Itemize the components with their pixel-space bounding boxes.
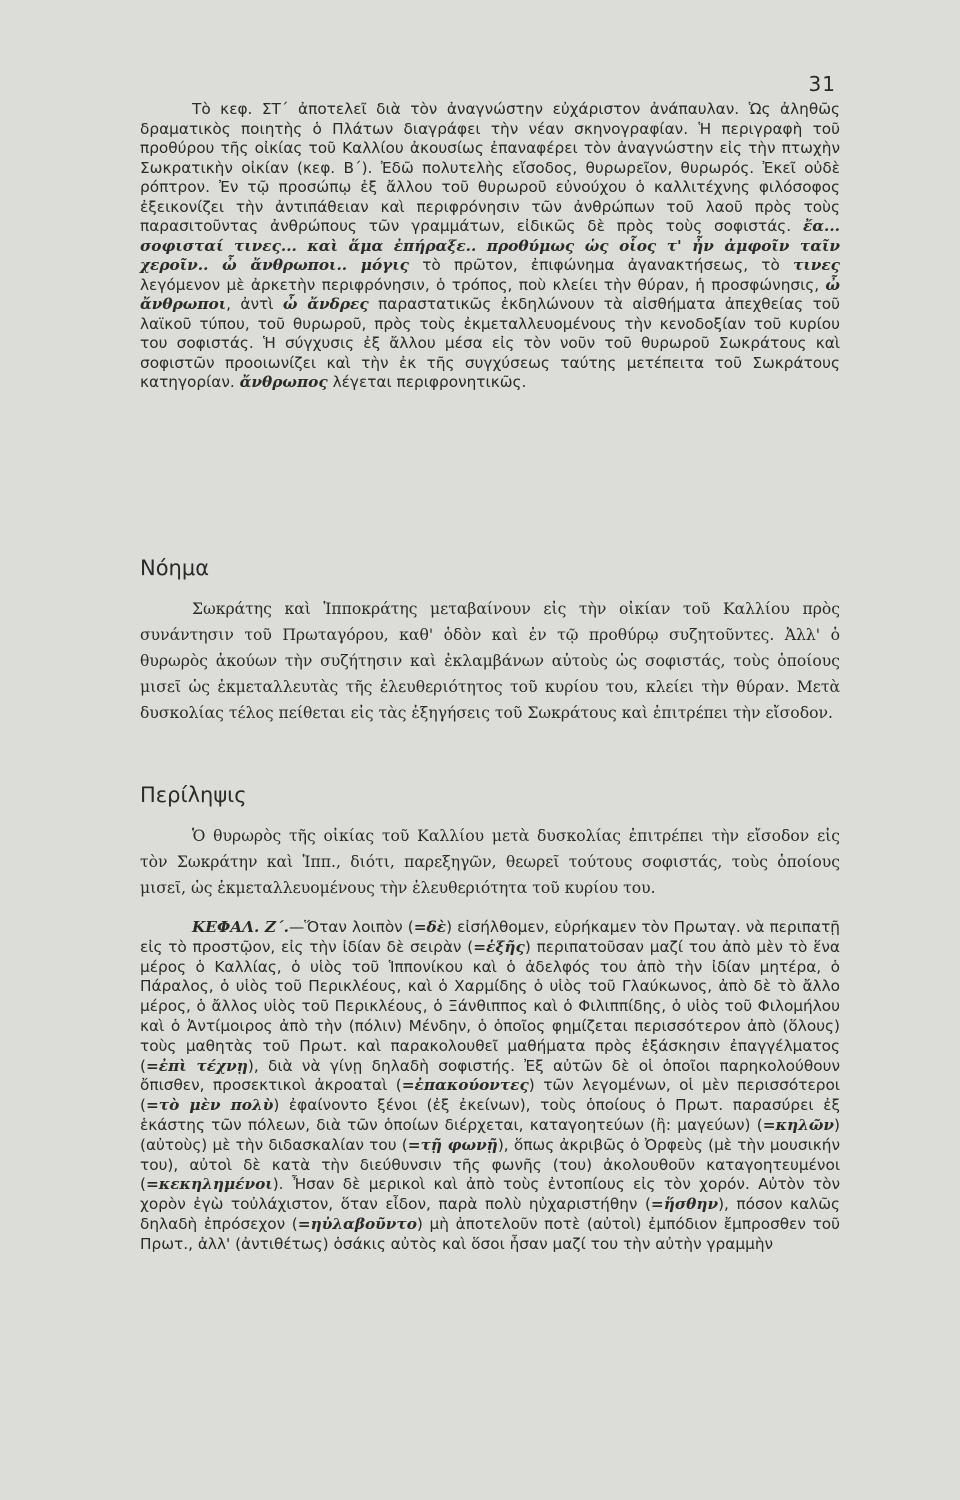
chapter-z-text (140, 918, 840, 1253)
greek-quote-run: =τῇ φωνῇ (407, 1135, 498, 1154)
greek-quote-run: ὦ ἄνδρες (282, 295, 369, 313)
text-run: —Ὅταν λοιπὸν ( (289, 918, 414, 936)
perilipsi-block (140, 823, 840, 901)
greek-quote-run: =δὲ (413, 918, 447, 936)
commentary-block (140, 100, 840, 393)
text-run: ) εἰσήλθομεν, εὑρήκαμεν τὸν Πρωταγ. νὰ περιπατῇ εἰς τὸ προστῷον, εἰς τὴν ἰδίαν δὲ σειρὰν ( (140, 918, 841, 956)
greek-quote-run: ἄνθρωπος (239, 373, 328, 391)
chapter-z-paragraph (140, 918, 840, 1255)
text-run: ) (αὐτοὺς) μὲ τὴν διδασκαλίαν του ( (140, 1115, 840, 1154)
text-run: ), ὅπως ἀκριβῶς ὁ Ὀρφεὺς (μὲ τὴν μουσικήν του), αὐτοὶ δὲ κατὰ τὴν διεύθυνσιν τῆς φωνῆς (του) ἀκολουθοῦν καταγοητευμένοι ( (140, 1135, 841, 1194)
text-run: ), διὰ νὰ γίνῃ δηλαδὴ σοφιστής. Ἐξ αὐτῶν δὲ οἱ ὁποῖοι παρηκολούθουν ὄπισθεν, προσεκτικοὶ ἀκροαταὶ ( (140, 1056, 840, 1095)
text-run: Τὸ κεφ. ΣΤ΄ ἀποτελεῖ διὰ τὸν ἀναγνώστην εὐχάριστον ἀνάπαυλαν. Ὡς ἀληθῶς δραματικὸς ποιητὴς ὁ Πλάτων διαγράφει τὴν νέαν σκηνογραφίαν. Ἡ περιγραφὴ τοῦ προθύρου τῆς οἰκίας τοῦ Καλλίου ἀκουσίως ἐπαναφέρει τὸν ἀναγνώστην εἰς τὴν πτωχὴν Σωκρατικὴν οἰκίαν (κεφ. Β΄). Ἐδῶ πολυτελὴς εἴσοδος, θυρωρεῖον, θυρωρός. Ἐκεῖ οὐδὲ ρόπτρον. Ἐν τῷ προσώπῳ ἐξ ἄλλου τοῦ θυρωροῦ εὐνούχου ὁ καλλιτέχνης φιλόσοφος ἐξεικονίζει τὴν ἀντιπάθειαν καὶ περιφρόνησιν τῶν ἀνθρώπων τοῦ λαοῦ πρὸς τοὺς παρασιτοῦντας ἀνθρώπους τῶν γραμμάτων, εἰδικῶς δὲ πρὸς τοὺς σοφιστάς. (140, 100, 840, 235)
section-heading-perilipsi: Περίληψις (140, 783, 247, 807)
chapter-z-block (140, 918, 840, 1255)
greek-quote-run: =κεκηλημένοι (145, 1175, 273, 1194)
text-run: ) ἐφαίνοντο ξένοι (ἐξ ἐκείνων), τοὺς ὁποίους ὁ Πρωτ. παρασύρει ἐξ ἑκάστης τῶν πόλεων, διὰ τῶν ὁποίων διέρχεται, καταγοητεύων (ἢ: μαγεύων) ( (140, 1096, 840, 1134)
greek-quote-run: τινες (793, 256, 840, 274)
greek-quote-run: =τὸ μὲν πολὺ (145, 1096, 274, 1115)
greek-quote-run: ἔα... σοφισταί τινες... καὶ ἅμα ἐπήραξε.. προθύμως ὡς οἷος τ' ἦν ἀμφοῖν ταῖν χεροῖν.. ὦ ἄνθρωποι.. μόγις (140, 217, 840, 274)
perilipsi-paragraph: Ὁ θυρωρὸς τῆς οἰκίας τοῦ Καλλίου μετὰ δυσκολίας ἐπιτρέπει τὴν εἴσοδον εἰς τὸν Σωκράτην καὶ Ἱππ., διότι, παρεξηγῶν, θεωρεῖ τούτους σοφιστάς, τοὺς ὁποίους μισεῖ, ὡς ἐκμεταλλευομένους τὴν ἐλευθεριότητα τοῦ κυρίου του. (140, 827, 840, 897)
greek-quote-run: =ἐπὶ τέχνῃ (145, 1056, 248, 1075)
text-run: τὸ πρῶτον, ἐπιφώνημα ἀγανακτήσεως, τὸ (408, 256, 794, 274)
text-run: ) μὴ ἀποτελοῦν ποτὲ (αὐτοὶ) ἐμπόδιον ἔμπροσθεν τοῦ Πρωτ., ἀλλ' (ἀντιθέτως) ὁσάκις αὐτὸς καὶ ὅσοι ἦσαν μαζί του τὴν αὐτὴν γραμμὴν (140, 1214, 841, 1253)
noima-block (140, 596, 840, 726)
text-run: λέγεται περιφρονητικῶς. (327, 373, 527, 391)
greek-quote-run: =ηὐλαβοῦντο (297, 1214, 417, 1233)
commentary-paragraph (140, 100, 840, 393)
text-run: ) τῶν λεγομένων, οἱ μὲν περισσότεροι ( (140, 1076, 840, 1115)
chapter-label: ΚΕΦΑΛ. Ζ΄. (192, 918, 289, 936)
greek-quote-run: =κηλῶν (762, 1115, 835, 1134)
text-run: παραστατικῶς ἐκδηλώνουν τὰ αἰσθήματα ἀπεχθείας τοῦ λαϊκοῦ τύπου, τοῦ θυρωροῦ, πρὸς τοὺς ἐκμεταλλευομένους τὴν κενοδοξίαν τοῦ κυρίου του σοφιστάς. Ἡ σύγχυσις ἐξ ἄλλου μέσα εἰς τὸν νοῦν τοῦ θυρωροῦ Σωκράτους καὶ σοφιστῶν προοιωνίζει καὶ τὴν ἐκ τῆς συγχύσεως ταύτης μετέπειτα τοῦ Σωκράτους κατηγορίαν. (140, 295, 841, 391)
section-heading-noima: Νόημα (140, 556, 210, 580)
page-number: 31 (808, 72, 836, 96)
greek-quote-run: =ἑξῆς (473, 937, 525, 956)
noima-paragraph: Σωκράτης καὶ Ἱπποκράτης μεταβαίνουν εἰς τὴν οἰκίαν τοῦ Καλλίου πρὸς συνάντησιν τοῦ Πρωταγόρου, καθ' ὁδὸν καὶ ἐν τῷ προθύρῳ συζητοῦντες. Ἀλλ' ὁ θυρωρὸς ἀκούων τὴν συζήτησιν καὶ ἐκλαμβάνων αὐτοὺς ὡς σοφιστάς, τοὺς ὁποίους μισεῖ ὡς ἐκμεταλλευτὰς τῆς ἐλευθεριότητος τοῦ κυρίου του, κλείει τὴν θύραν. Μετὰ δυσκολίας τέλος πείθεται εἰς τὰς ἐξηγήσεις τοῦ Σωκράτους καὶ ἐπιτρέπει τὴν εἴσοδον. (140, 600, 840, 722)
text-run: ), πόσον καλῶς δηλαδὴ ἐπρόσεχον ( (140, 1195, 840, 1233)
greek-quote-run: =ἐπακούοντες (401, 1076, 529, 1095)
text-run: , ἀντὶ (226, 295, 283, 313)
text-run: ) περιπατοῦσαν μαζί του ἀπὸ μὲν τὸ ἕνα μέρος ὁ Καλλίας, ὁ υἱὸς τοῦ Ἱππονίκου καὶ ὁ ἀδελφός του ἀπὸ τὴν ἰδίαν μητέρα, ὁ Πάραλος, ὁ υἱὸς τοῦ Περικλέους, καὶ ὁ Χαρμίδης ὁ υἱὸς τοῦ Γλαύκωνος, ἀπὸ δὲ τὸ ἄλλο μέρος, ὁ ἄλλος υἱὸς τοῦ Περικλέους, ὁ Ξάνθιππος καὶ ὁ Φιλιππίδης, ὁ υἱὸς τοῦ Φιλομήλου καὶ ὁ Ἀντίμοιρος ἀπὸ τὴν (πόλιν) Μένδην, ὁ ὁποῖος φημίζεται περισσότερον ἀπὸ (ὅλους) τοὺς μαθητὰς τοῦ Πρωτ. καὶ παρακολουθεῖ μαθήματα πρὸς ἐξάσκησιν ἐπαγγέλματος ( (140, 937, 840, 1075)
text-run: ). Ἦσαν δὲ μερικοὶ καὶ ἀπὸ τοὺς ἐντοπίους εἰς τὸν χορόν. Αὐτὸν τὸν χορὸν ἐγὼ τοὐλάχιστον, ὅταν εἶδον, παρὰ πολὺ ηὐχαριστήθην ( (140, 1175, 840, 1214)
greek-quote-run: =ἥσθην (650, 1195, 719, 1214)
greek-quote-run: ὦ ἄνθρωποι (140, 275, 840, 313)
text-run: λεγόμενον μὲ ἀρκετὴν περιφρόνησιν, ὁ τρόπος, ποὺ κλείει τὴν θύραν, ἡ προσφώνησις, (140, 275, 826, 294)
